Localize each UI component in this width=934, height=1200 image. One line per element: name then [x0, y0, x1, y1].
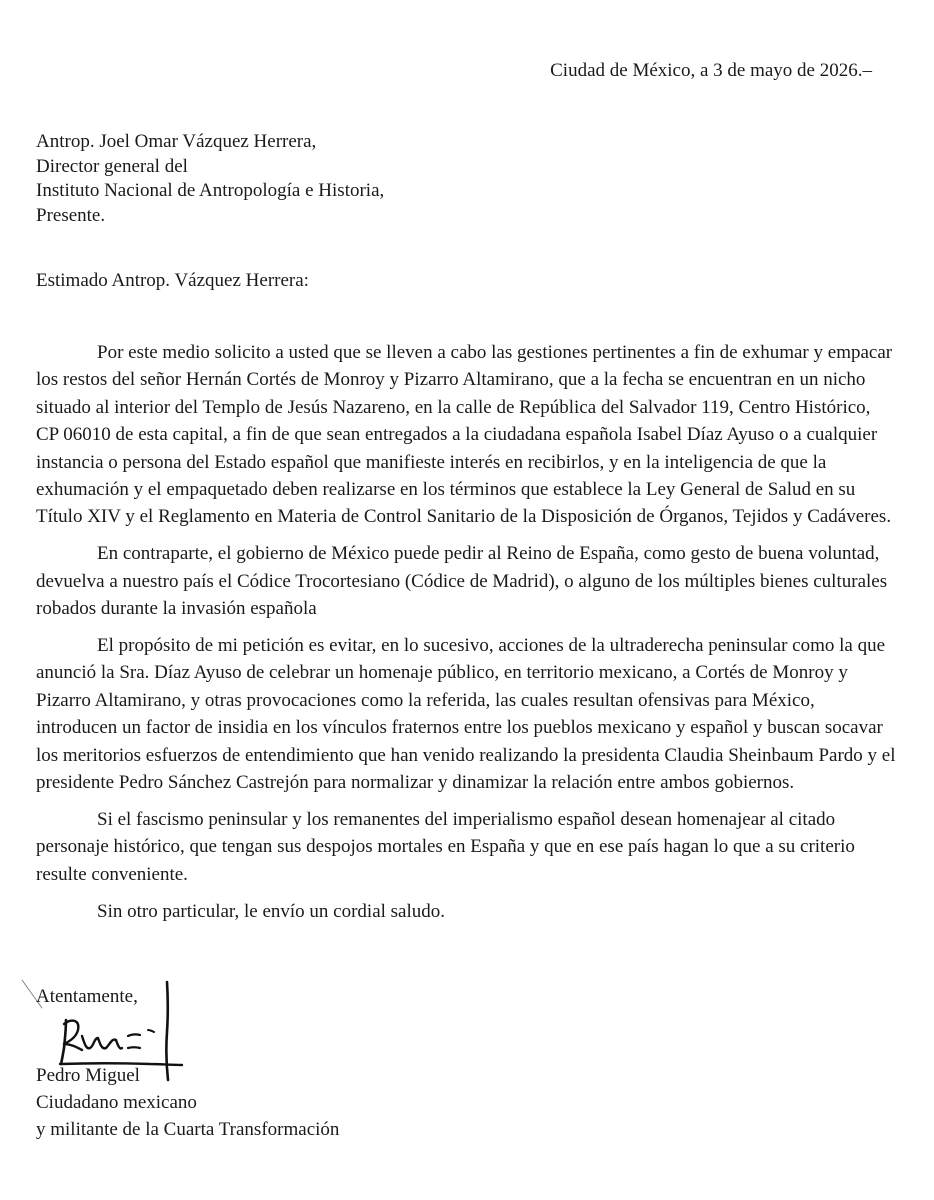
handwritten-signature-icon — [20, 968, 200, 1088]
signer-title-line2: y militante de la Cuarta Transformación — [36, 1119, 340, 1140]
letter-closing: Atentamente, — [36, 986, 138, 1007]
letter-dateline: Ciudad de México, a 3 de mayo de 2026.– — [550, 60, 872, 81]
body-paragraph-counterpart: En contraparte, el gobierno de México puede pedir al Reino de España, como gesto de buena voluntad, devuelva a nuestro país el Códice Trocortesiano (Códice de Madrid), o alguno de los múltiples bienes culturales robados durante la invasión española — [36, 543, 888, 620]
letter-salutation: Estimado Antrop. Vázquez Herrera: — [36, 270, 309, 291]
recipient-block — [36, 130, 384, 228]
recipient-name: Antrop. Joel Omar Vázquez Herrera, — [36, 131, 317, 152]
signer-name: Pedro Miguel — [36, 1065, 140, 1086]
body-paragraph-conclusion: Si el fascismo peninsular y los remanentes del imperialismo español desean homenajear al citado personaje histórico, que tengan sus despojos mortales en España y que en ese país hagan lo que a su criterio resulte conveniente. — [36, 809, 855, 885]
body-paragraph-purpose: El propósito de mi petición es evitar, en lo sucesivo, acciones de la ultraderecha peninsular como la que anunció la Sra. Díaz Ayuso de celebrar un homenaje público, en territorio mexicano, a Cortés de Monroy y Pizarro Altamirano, y otras provocaciones como la referida, las cuales resultan ofensivas para México, introducen un factor de insidia en los vínculos fraternos entre los pueblos mexicano y español y buscan socavar los meritorios esfuerzos de entendimiento que han venido realizando la presidenta Claudia Sheinbaum Pardo y el presidente Pedro Sánchez Castrejón para normalizar y dinamizar la relación entre ambos gobiernos. — [36, 635, 896, 794]
recipient-position: Director general del — [36, 155, 188, 177]
recipient-institution: Instituto Nacional de Antropología e Historia, — [36, 180, 385, 201]
recipient-presente: Presente. — [36, 204, 106, 226]
body-paragraph-farewell: Sin otro particular, le envío un cordial saludo. — [97, 900, 446, 922]
body-paragraph-request: Por este medio solicito a usted que se lleven a cabo las gestiones pertinentes a fin de exhumar y empacar los restos del señor Hernán Cortés de Monroy y Pizarro Altamirano, que a la fecha se encuentran en un nicho situado al interior del Templo de Jesús Nazareno, en la calle de República del Salvador 119, Centro Histórico, CP 06010 de esta capital, a fin de que sean entregados a la ciudadana española Isabel Díaz Ayuso o a cualquier instancia o persona del Estado español que manifieste interés en recibirlos, y en la inteligencia de que la exhumación y el empaquetado deben realizarse en los términos que establece la Ley General de Salud en su Título XIV y el Reglamento en Materia de Control Sanitario de la Disposición de Órganos, Tejidos y Cadáveres. — [36, 342, 893, 528]
signer-title-line1: Ciudadano mexicano — [36, 1092, 197, 1113]
letter-body — [36, 339, 896, 935]
